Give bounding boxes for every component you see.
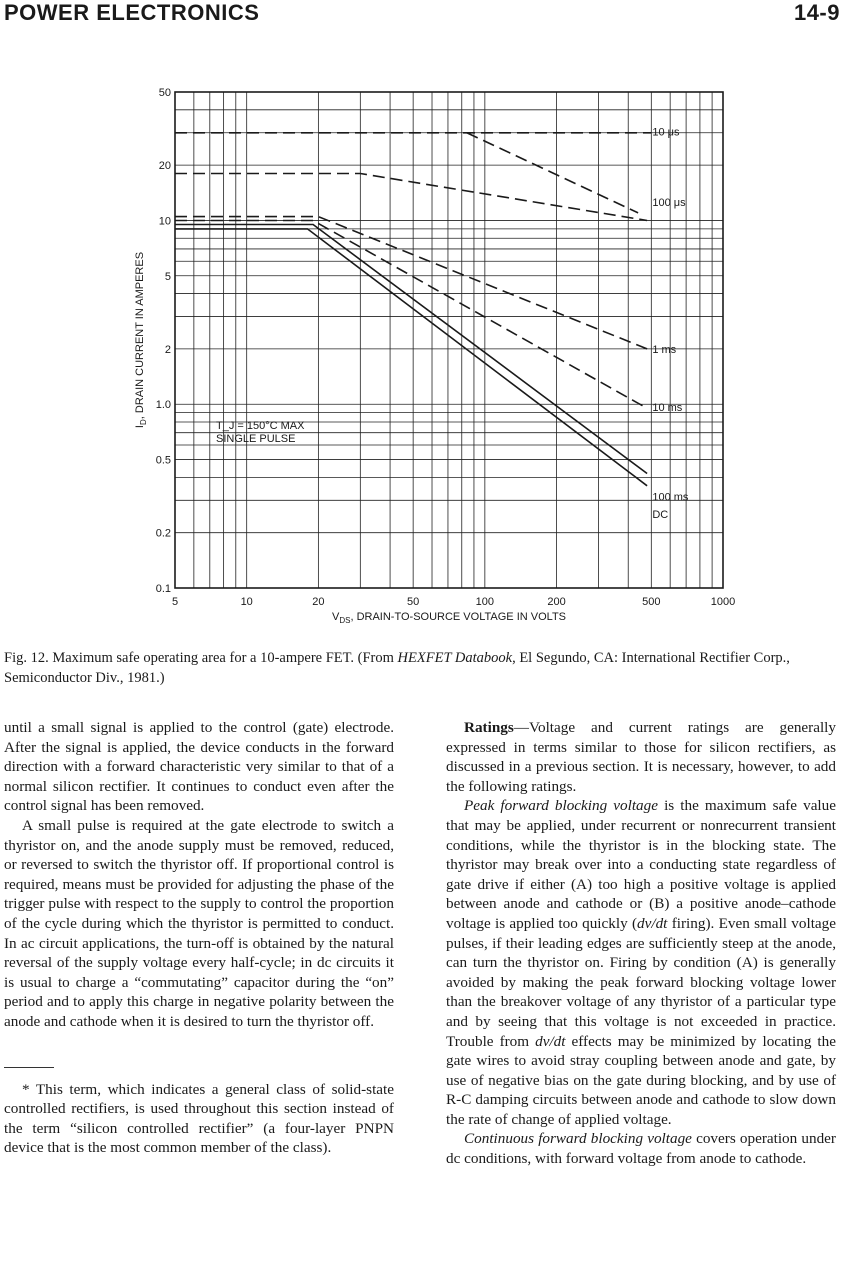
series-label: 1 ms (652, 343, 677, 356)
footnote: * This term, which indicates a general class of solid-state controlled rectifiers, is used throughout this section instead of the term “silicon controlled rectifier” (a four-layer PNPN device that is the most common member of the class). (4, 1080, 394, 1157)
left-column (4, 718, 394, 1158)
conditions-annotation (216, 420, 305, 445)
y-tick-label: 5 (164, 270, 171, 283)
series-label: 10 ms (652, 401, 683, 414)
x-axis-label: $V_{DS}$, DRAIN-TO-SOURCE VOLTAGE IN VOLTS (331, 611, 567, 625)
series-label: DC (652, 509, 669, 522)
series-line-5 (175, 229, 647, 486)
paragraph: A small pulse is required at the gate electrode to switch a thyristor on, and the anode supply must be removed, reduced, or reversed to switch the thyristor off. If proportional control is required, means must be provided for adjusting the phase of the trigger pulse with respect to the supply to control the proportion of the cycle during which the thyristor is permitted to conduct. In ac circuit applications, the turn-off is obtained by the natural reversal of the supply voltage every half-cycle; in dc circuits it is usual to charge a “commutating” capacitor during the “on” period and to apply this charge in negative polarity between the anode and cathode when it is desired to turn the thyristor off. (4, 816, 394, 1030)
series-diagonal-0 (467, 133, 638, 213)
page-number: 14-9 (793, 0, 840, 25)
x-tick-label: 50 (407, 596, 420, 608)
figure-caption: Fig. 12. Maximum safe operating area for a 10-ampere FET. (From HEXFET Databook, El Segundo, CA: International Rectifier Corp., Semiconductor Div., 1981.) (4, 650, 790, 686)
series-line-2 (175, 217, 647, 349)
chart-grid (175, 92, 723, 588)
series-labels (652, 126, 689, 521)
paragraph: until a small signal is applied to the control (gate) electrode. After the signal is applied, the device conducts in the forward direction with a forward characteristic very similar to that of a normal silicon rectifier. It continues to conduct even after the control signal has been removed. (4, 719, 394, 815)
series-line-1 (175, 174, 647, 221)
y-tick-label: 1.0 (155, 399, 171, 412)
footnote-rule (4, 1067, 54, 1068)
series-label: 10 μs (652, 126, 680, 139)
y-tick-label: 0.1 (155, 583, 171, 595)
series-label: 100 ms (652, 491, 689, 504)
plot-frame (175, 92, 723, 588)
annotation-line-2: SINGLE PULSE (216, 433, 296, 445)
series-label: 100 μs (652, 196, 686, 209)
y-tick-labels (156, 87, 171, 595)
x-tick-label: 20 (312, 596, 325, 608)
safe-operating-area-chart (120, 80, 740, 625)
x-tick-label: 500 (642, 596, 661, 608)
y-axis-label: $I_D$, DRAIN CURRENT IN AMPERES (134, 251, 148, 429)
x-tick-label: 5 (171, 596, 179, 608)
x-tick-labels (172, 596, 735, 608)
right-column (446, 718, 836, 1169)
x-tick-label: 100 (475, 596, 495, 608)
y-tick-label: 2 (164, 343, 171, 356)
y-tick-label: 0.2 (155, 527, 171, 540)
x-tick-label: 10 (240, 596, 253, 608)
y-tick-label: 50 (158, 87, 171, 99)
x-tick-label: 1000 (710, 596, 736, 608)
paragraph-peak-forward: Peak forward blocking voltage is the maximum safe value that may be applied, under recurrent or nonrecurrent transient conditions, while the thyristor is in the blocking state. The thyristor may break over into a conducting state regardless of gate drive if either (A) too high a positive voltage is applied between anode and cathode or (B) a positive anode–cathode voltage is applied too quickly (dv/dt firing). Even small voltage pulses, if their leading edges are sufficiently steep at the anode, can turn the thyristor on. Firing by condition (A) is generally avoided by making the peak forward blocking voltage lower than the breakover voltage of any thyristor of a particular type and by seeing that this voltage is not exceeded in practice. Trouble from dv/dt effects may be minimized by locating the gate wires to avoid stray coupling between anode and gate, by use of negative bias on the gate during blocking, and by use of R-C damping circuits between anode and cathode to slow down the rate of change of applied voltage. (446, 797, 836, 1128)
annotation-line-1: T_J = 150°C MAX (216, 420, 305, 432)
running-header-title: POWER ELECTRONICS (4, 0, 260, 25)
y-tick-label: 20 (158, 160, 171, 173)
paragraph-ratings: Ratings—Voltage and current ratings are generally expressed in terms similar to those for silicon rectifiers, as discussed in a previous section. It is necessary, however, to add the following ratings. (446, 719, 836, 795)
y-tick-label: 0.5 (155, 454, 171, 467)
paragraph-continuous-forward: Continuous forward blocking voltage covers operation under dc conditions, with forward voltage from anode to cathode. (446, 1130, 836, 1168)
y-tick-label: 10 (158, 215, 171, 228)
x-tick-label: 200 (547, 596, 566, 608)
